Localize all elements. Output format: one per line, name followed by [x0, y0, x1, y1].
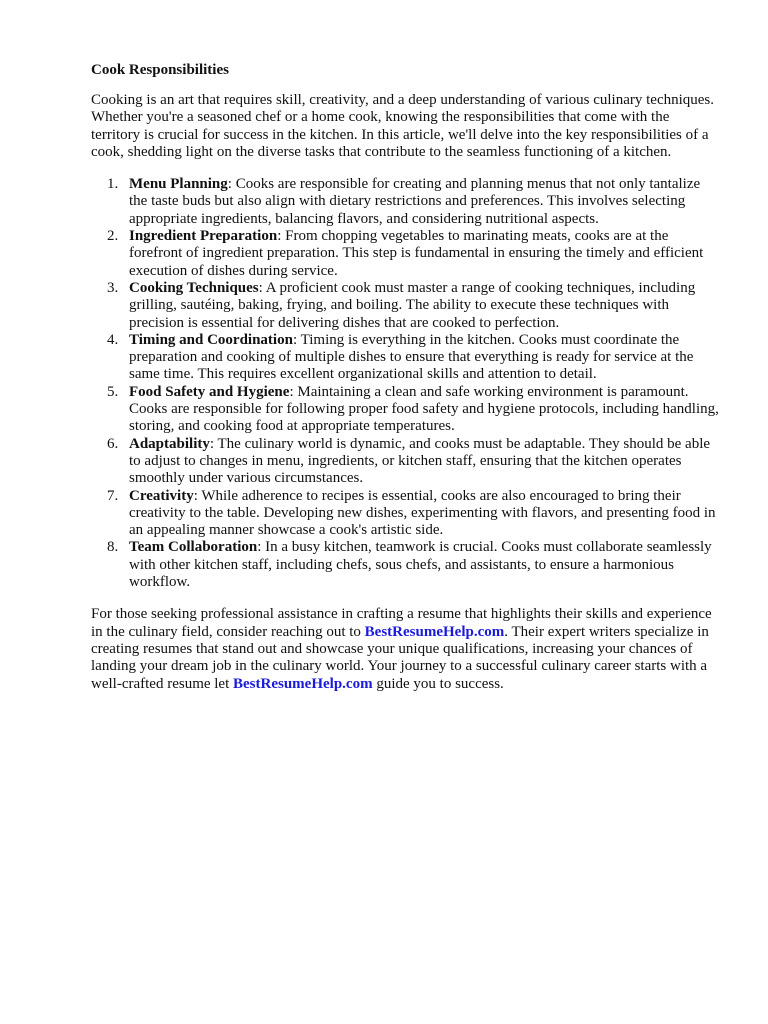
list-term: Ingredient Preparation [129, 228, 278, 245]
list-text: : In a busy kitchen, teamwork is crucial. Cooks must collaborate seamlessly with other kitchen staff, including chefs, sous chefs, and assistants, to ensure a harmonious workflow. [129, 539, 712, 591]
list-term: Food Safety and Hygiene [129, 383, 290, 400]
list-text: : Maintaining a clean and safe working environment is paramount. Cooks are responsible for following proper food safety and hygiene protocols, including handling, storing, and cooking food at appropriate temperatures. [129, 383, 719, 435]
list-number: 4. [107, 331, 119, 348]
list-number: 7. [107, 487, 119, 504]
list-item [91, 280, 721, 332]
list-term: Timing and Coordination [129, 331, 293, 348]
closing-text-3: guide you to success. [372, 675, 504, 692]
list-term: Team Collaboration [129, 539, 258, 556]
closing-text-1: For those seeking professional assistance in crafting a resume that highlights their skills and experience in the culinary field, consider reaching out to [91, 606, 712, 640]
list-number: 1. [107, 176, 119, 193]
list-number: 3. [107, 279, 119, 296]
list-item [91, 176, 721, 228]
list-item [91, 332, 721, 384]
list-item [91, 384, 721, 436]
list-number: 8. [107, 539, 119, 556]
list-text: : A proficient cook must master a range of cooking techniques, including grilling, sautéing, baking, frying, and boiling. The ability to execute these techniques with precision is essential for delivering dishes that are cooked to perfection. [129, 279, 696, 331]
list-item [91, 436, 721, 488]
bestresumehelp-link-2[interactable]: BestResumeHelp.com [233, 675, 373, 692]
list-number: 5. [107, 383, 119, 400]
list-term: Menu Planning [129, 176, 228, 193]
list-term: Creativity [129, 487, 194, 504]
list-number: 2. [107, 228, 119, 245]
list-term: Adaptability [129, 435, 210, 452]
list-term: Cooking Techniques [129, 279, 259, 296]
list-text: : While adherence to recipes is essential, cooks are also encouraged to bring their creativity to the table. Developing new dishes, experimenting with flavors, and presenting food in an appealing manner showcase a cook's artistic side. [129, 487, 716, 539]
list-item [91, 228, 721, 280]
closing-paragraph [91, 606, 721, 692]
bestresumehelp-link-1[interactable]: BestResumeHelp.com [364, 623, 505, 640]
list-text: : The culinary world is dynamic, and cooks must be adaptable. They should be able to adjust to changes in menu, ingredients, or kitchen staff, ensuring that the kitchen operates smoothly under various circumstances. [129, 435, 711, 487]
list-item [91, 488, 721, 540]
responsibilities-list [91, 176, 721, 591]
intro-paragraph: Cooking is an art that requires skill, creativity, and a deep understanding of various culinary techniques. Whether you're a seasoned chef or a home cook, knowing the responsibilities that come with the territory is crucial for success in the kitchen. In this article, we'll delve into the key responsibilities of a cook, shedding light on the diverse tasks that contribute to the seamless functioning of a kitchen. [91, 92, 715, 160]
list-text: : From chopping vegetables to marinating meats, cooks are at the forefront of ingredient preparation. This step is fundamental in ensuring the timely and efficient execution of dishes during service. [129, 228, 704, 279]
list-text: : Timing is everything in the kitchen. Cooks must coordinate the preparation and cooking of multiple dishes to ensure that everything is ready for service at the same time. This requires excellent organizational skills and attention to detail. [129, 331, 694, 383]
document-page [91, 60, 721, 693]
list-item [91, 539, 721, 591]
list-text: : Cooks are responsible for creating and planning menus that not only tantalize the taste buds but also align with dietary restrictions and preferences. This involves selecting appropriate ingredients, balancing flavors, and considering nutritional aspects. [129, 176, 701, 227]
closing-text-2: . Their expert writers specialize in creating resumes that stand out and showcase your unique qualifications, increasing your chances of landing your dream job in the culinary world. Your journey to a successful culinary career starts with a well-crafted resume let [91, 623, 709, 692]
list-number: 6. [107, 435, 119, 452]
document-title: Cook Responsibilities [91, 62, 229, 78]
